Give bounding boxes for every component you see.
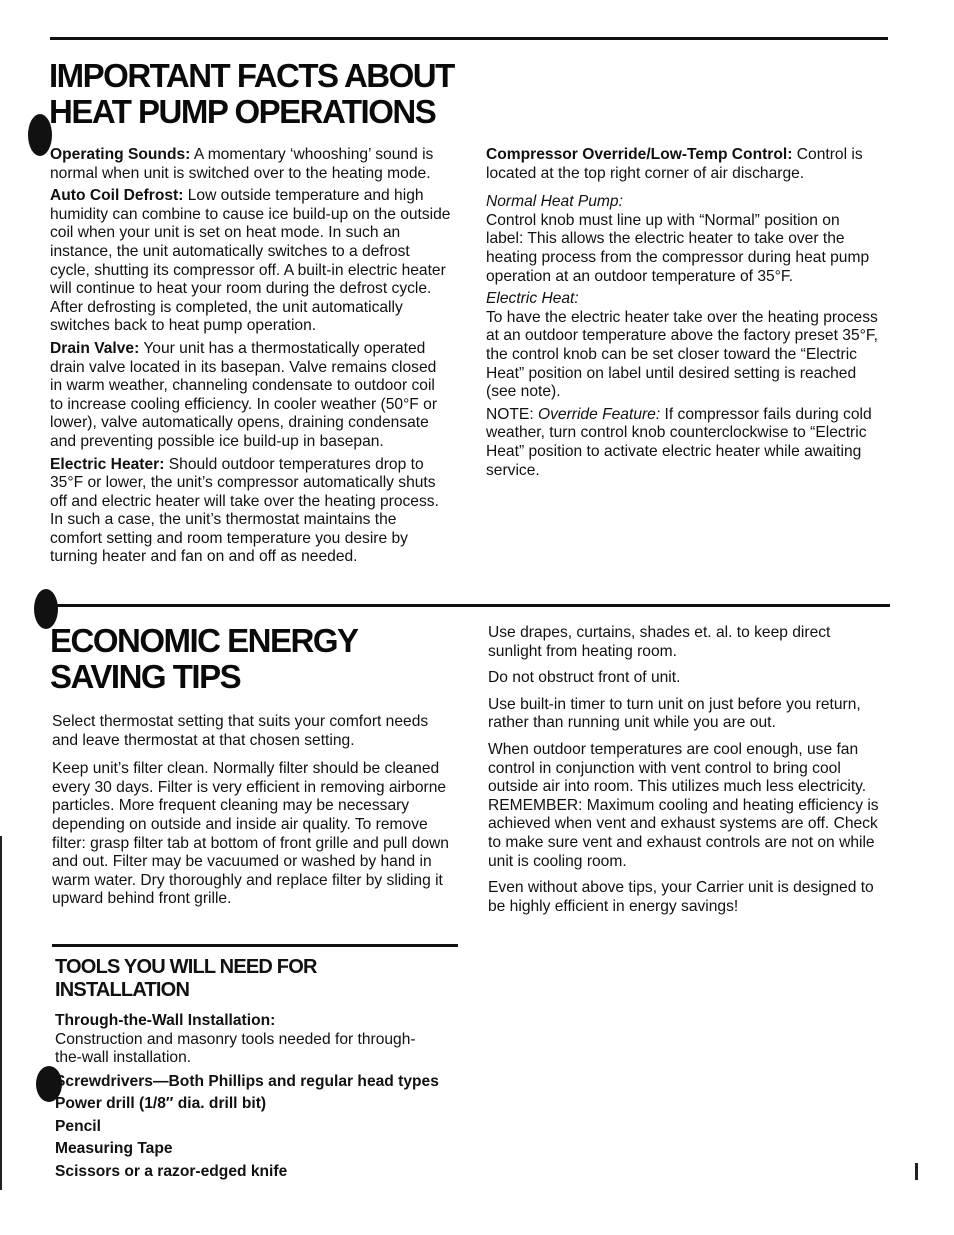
note-prefix: NOTE:: [486, 405, 538, 423]
paragraph-normal-heat-pump: Control knob must line up with “Normal” position on label: This allows the electric heater to take over the heating process from the compressor during heat pump operation at an outdoor temperature of 35°F.: [486, 211, 870, 285]
label: Electric Heater:: [50, 455, 165, 473]
tip-paragraph: Select thermostat setting that suits your comfort needs and leave thermostat at that chosen setting.: [52, 713, 429, 749]
title-line: HEAT PUMP OPERATIONS: [49, 93, 436, 130]
page-edge-mark: [915, 1163, 918, 1180]
tool-item: Power drill (1/8″ dia. drill bit): [55, 1095, 267, 1113]
section-title-tools: [55, 956, 317, 1002]
title-line: TOOLS YOU WILL NEED FOR: [55, 956, 317, 978]
paragraph-electric-heat: To have the electric heater take over the heating process at an outdoor temperature above the factory preset 35°F, the control knob can be set closer toward the “Electric Heat” position on label until desired setting is reached (see note).: [486, 308, 878, 401]
paragraph-text: Should outdoor temperatures drop to 35°F or lower, the unit’s compressor automatically shuts off and electric heater will take over the heating process. In such a case, the unit’s thermostat maintains the comfort setting and room temperature you desire by turning heater and fan on and off as needed.: [50, 455, 439, 566]
paragraph-text: A momentary ‘whooshing’ sound is normal when unit is switched over to the heating mode.: [50, 146, 434, 182]
paragraph-drain-valve: [50, 340, 452, 452]
paragraph-text: Your unit has a thermostatically operated drain valve located in its basepan. Valve remains closed in warm weather, channeling condensate to outdoor coil to increase cooling efficiency. In cooler weather (50°F or lower), valve automatically opens, draining condensate and preventing possible ice build-up in basepan.: [50, 339, 438, 450]
tip-paragraph: Use drapes, curtains, shades et. al. to keep direct sunlight from heating room.: [488, 624, 831, 660]
tip-paragraph: Do not obstruct front of unit.: [488, 669, 681, 687]
section-divider-rule: [44, 604, 890, 607]
tip-paragraph: Keep unit’s filter clean. Normally filter should be cleaned every 30 days. Filter is very efficient in removing airborne particles. More frequent cleaning may be necessary depending on outside and inside air quality. To remove filter: grasp filter tab at bottom of front grille and pull down and out. Filter may be vacuumed or washed by hand in warm water. Dry thoroughly and replace filter by sliding it upward behind front grille.: [52, 760, 449, 908]
title-line: SAVING TIPS: [50, 658, 241, 695]
title-line: INSTALLATION: [55, 979, 190, 1001]
tools-intro: Construction and masonry tools needed for through-the-wall installation.: [55, 1030, 416, 1067]
tools-list-block: [55, 1012, 455, 1183]
tools-subheading: Through-the-Wall Installation:: [55, 1012, 276, 1029]
label: Drain Valve:: [50, 339, 140, 357]
label: Compressor Override/Low-Temp Control:: [486, 146, 793, 163]
paragraph-text: Low outside temperature and high humidity can combine to cause ice build-up on the outside coil when your unit is set on heat mode. In such an instance, the unit automatically switches to a defrost cycle, shutting its compressor off. A built-in electric heater will continue to heat your room during the defrost cycle. After defrosting is completed, the unit automatically switches back to heat pump operation.: [50, 187, 451, 335]
tip-paragraph: When outdoor temperatures are cool enough, use fan control in conjunction with vent control to bring cool outside air into room. This utilizes much less electricity. REMEMBER: Maximum cooling and heating efficiency is achieved when vent and exhaust systems are off. Check to make sure vent and exhaust controls are not on while unit is cooling room.: [488, 740, 879, 870]
paragraph-text: Control is located at the top right corner of air discharge.: [486, 146, 863, 182]
tool-item: Pencil: [55, 1117, 101, 1135]
page-edge-mark: [0, 836, 2, 1190]
tip-paragraph: Even without above tips, your Carrier unit is designed to be highly efficient in energy savings!: [488, 879, 874, 915]
note-label: Override Feature:: [537, 405, 661, 423]
title-line: ECONOMIC ENERGY: [50, 622, 358, 659]
subheading-electric-heat: Electric Heat:: [486, 290, 579, 308]
paragraph-auto-coil-defrost: [50, 187, 452, 336]
heat-pump-right-column: [486, 146, 878, 484]
paragraph-electric-heater: [50, 456, 452, 568]
paragraph-note: [486, 406, 878, 480]
label: Auto Coil Defrost:: [50, 187, 184, 205]
tool-item: Screwdrivers—Both Phillips and regular head types: [55, 1072, 439, 1090]
section-title-energy-tips: [50, 623, 358, 695]
title-line: IMPORTANT FACTS ABOUT: [49, 57, 454, 94]
section-title-heat-pump: [49, 58, 454, 130]
energy-tips-right-column: [488, 624, 886, 920]
paragraph-text: If compressor fails during cold weather, turn control knob counterclockwise to “Electric Heat” position to activate electric heater while awaiting service.: [486, 405, 872, 479]
paragraph-compressor-override: [486, 146, 878, 183]
top-rule: [50, 37, 888, 40]
paragraph-operating-sounds: [50, 146, 452, 183]
energy-tips-left-column: [52, 713, 454, 913]
tip-paragraph: Use built-in timer to turn unit on just before you return, rather than running unit while you are out.: [488, 695, 861, 732]
label: Operating Sounds:: [50, 146, 191, 163]
heat-pump-left-column: [50, 146, 452, 571]
tool-item: Scissors or a razor-edged knife: [55, 1162, 288, 1180]
tools-divider-rule: [52, 944, 458, 947]
subheading-normal-heat-pump: Normal Heat Pump:: [486, 193, 623, 211]
tool-item: Measuring Tape: [55, 1140, 173, 1158]
